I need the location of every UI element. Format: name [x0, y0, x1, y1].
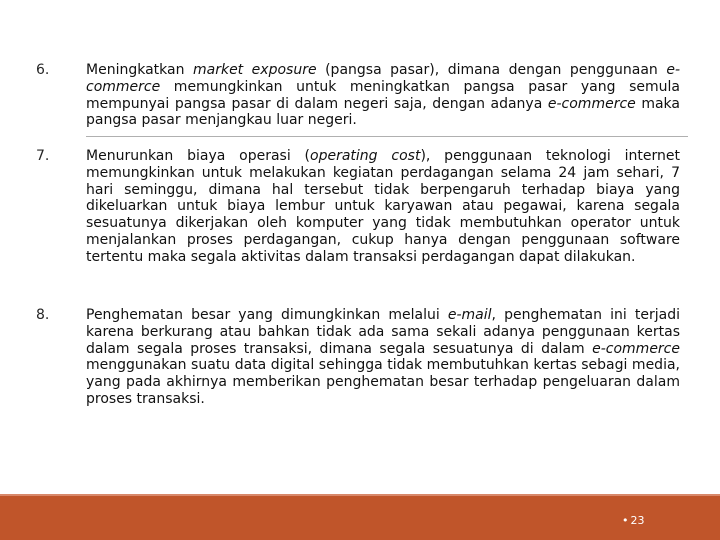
- item-text: [86, 62, 680, 129]
- item-text: [86, 307, 680, 408]
- page-number-value: 23: [630, 514, 645, 527]
- item-number: 8.: [36, 307, 50, 323]
- item-number: 6.: [36, 62, 50, 78]
- italic-term: operating cost: [310, 148, 421, 164]
- text-run: menggunakan suatu data digital sehingga tidak membutuhkan kertas sebagi media, yang pada akhirnya memberikan penghematan besar terhadap pengeluaran dalam proses transaksi.: [86, 357, 680, 407]
- text-run: ), penggunaan teknologi internet memungkinkan untuk melakukan kegiatan perdagangan selama 24 jam sehari, 7 hari seminggu, dimana hal tersebut tidak berpengaruh terhadap biaya yang dikeluarkan untuk biaya lembur untuk karyawan atau pegawai, karena segala sesuatunya dikerjakan oleh komputer yang tidak membutuhkan operator untuk menjalankan proses perdagangan, cukup hanya dengan penggunaan software tertentu maka segala aktivitas dalam transaksi perdagangan dapat dilakukan.: [86, 148, 680, 265]
- italic-term: e-mail: [447, 307, 492, 323]
- footer-bar: [0, 496, 720, 540]
- text-run: memungkinkan untuk meningkatkan pangsa pasar yang semula mempunyai pangsa pasar di dalam negeri saja, dengan adanya: [86, 78, 680, 112]
- italic-term: e-commerce: [86, 62, 680, 95]
- italic-term: e-commerce: [547, 95, 636, 112]
- item-text: [86, 148, 680, 266]
- italic-term: market exposure: [192, 62, 317, 78]
- text-run: , penghematan ini terjadi karena berkurang atau bahkan tidak ada sama sekali adanya penggunaan kertas dalam segala proses transaksi, dimana segala sesuatunya di dalam: [86, 307, 680, 357]
- bullet-icon: •: [622, 514, 629, 527]
- page-number: [622, 514, 682, 527]
- text-run: (pangsa pasar), dimana dengan penggunaan: [316, 62, 667, 78]
- text-run: Menurunkan biaya operasi (: [86, 148, 311, 164]
- item-number: 7.: [36, 148, 50, 164]
- divider: [86, 136, 688, 137]
- text-run: maka pangsa pasar menjangkau luar negeri.: [86, 95, 680, 129]
- italic-term: e-commerce: [592, 340, 680, 357]
- text-run: Penghematan besar yang dimungkinkan melalui: [86, 307, 448, 323]
- text-run: Meningkatkan: [86, 62, 193, 78]
